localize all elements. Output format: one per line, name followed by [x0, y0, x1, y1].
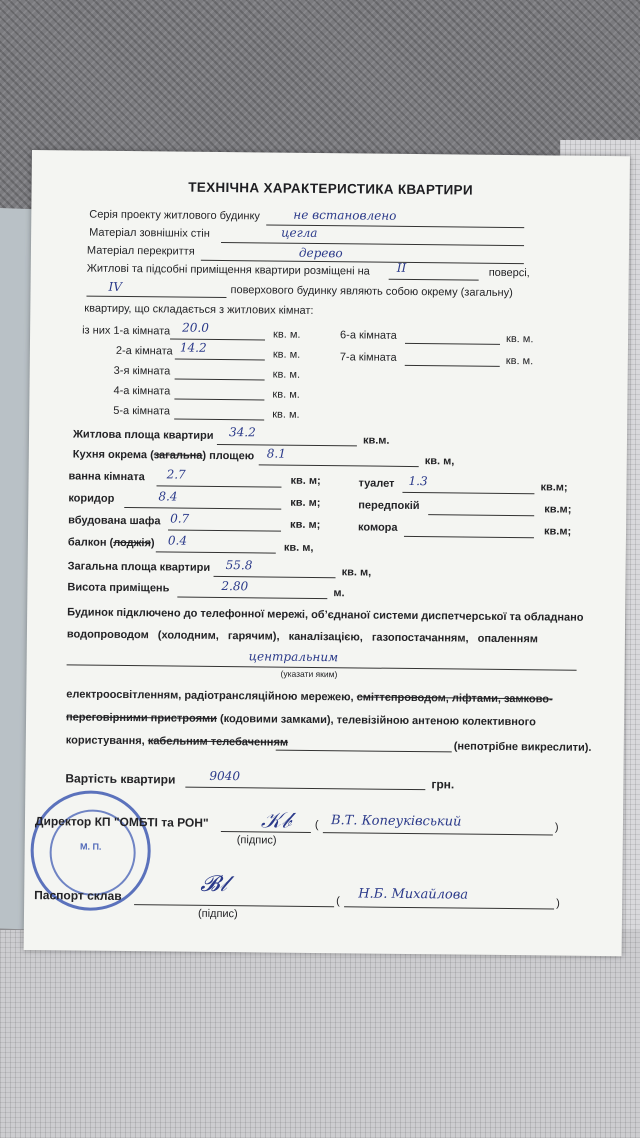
- document-title: ТЕХНІЧНА ХАРАКТЕРИСТИКА КВАРТИРИ: [188, 179, 473, 198]
- para1-line2: водопроводом (холодним, гарячим), каналізацією, газопостачанням, опаленням: [66, 628, 538, 646]
- kitchen-line: [259, 464, 419, 467]
- room-3-label: 3-я кімната: [113, 364, 171, 378]
- walls-line: [221, 242, 524, 246]
- passport-sign-line: [134, 904, 334, 907]
- hallway-unit: кв.м;: [544, 503, 572, 516]
- corridor-line: [124, 507, 281, 510]
- para2-line2: переговірними пристроями (кодовими замками), телевізійною антеною колективного: [65, 711, 536, 729]
- director-label: Директор КП "ОМБТІ та РОН": [34, 814, 209, 830]
- room-6-line: [405, 343, 500, 345]
- total-area-label: Загальна площа квартири: [67, 560, 211, 574]
- balcony-label: балкон (лоджія): [67, 536, 155, 550]
- room-2-unit: кв. м.: [272, 348, 301, 361]
- passport-paren-close: ): [556, 897, 560, 910]
- room-5-line: [174, 419, 264, 421]
- para1-line1: Будинок підключено до телефонної мережі, об’єднаної системи диспетчерської та обладнано: [67, 606, 584, 624]
- height-label: Висота приміщень: [67, 581, 170, 595]
- cost-unit: грн.: [431, 777, 455, 792]
- room-7-line: [405, 365, 500, 367]
- floor-value: ІІ: [396, 260, 407, 275]
- para2-line3: користування, кабельним телебаченням: [65, 734, 289, 749]
- toilet-value: 1.3: [408, 473, 428, 489]
- cost-value: 9040: [209, 768, 241, 784]
- director-name-line: [323, 832, 553, 835]
- storeroom-unit: кв.м;: [543, 525, 572, 538]
- director-paren-open: (: [314, 819, 319, 832]
- walls-value: цегла: [281, 225, 318, 240]
- hallway-line: [428, 514, 534, 516]
- wardrobe-label: вбудована шафа: [68, 514, 161, 528]
- kitchen-label: Кухня окрема (загальна) площею: [72, 448, 255, 463]
- room-5-unit: кв. м.: [272, 408, 300, 421]
- total-area-value: 55.8: [225, 558, 253, 573]
- bathroom-label: ванна кімната: [68, 470, 145, 484]
- room-1-unit: кв. м.: [273, 328, 301, 341]
- floor-line: [389, 279, 479, 281]
- apartment-text: квартиру, що складається з житлових кімнат:: [84, 302, 314, 317]
- kitchen-unit: кв. м,: [424, 455, 455, 468]
- para2-line: [276, 750, 452, 753]
- bathroom-line: [156, 485, 281, 487]
- balcony-value: 0.4: [167, 533, 188, 548]
- series-value: не встановлено: [293, 207, 397, 223]
- room-1-value: 20.0: [182, 320, 209, 335]
- background-blanket: [0, 930, 640, 1138]
- wardrobe-unit: кв. м;: [290, 518, 321, 532]
- living-area-value: 34.2: [228, 425, 256, 440]
- total-area-unit: кв. м,: [341, 566, 372, 579]
- room-1-label: із них 1-а кімната: [82, 324, 171, 338]
- storeroom-line: [404, 536, 534, 538]
- ceiling-value: дерево: [298, 245, 343, 261]
- cost-line: [185, 787, 425, 791]
- stamp-mp: М. П.: [79, 841, 102, 852]
- living-area-unit: кв.м.: [362, 434, 390, 447]
- building-floors-line: [86, 296, 226, 298]
- series-label: Серія проекту житлового будинку: [89, 208, 260, 223]
- para2-line1: електроосвітленням, радіотрансляційною мережею, сміттєпроводом, ліфтами, замково-: [66, 688, 553, 706]
- building-text: поверхового будинку являють собою окрему (загальну): [230, 284, 513, 300]
- balcony-unit: кв. м,: [283, 541, 314, 554]
- room-3-line: [175, 379, 265, 381]
- para2-line3-end: (непотрібне викреслити).: [453, 740, 592, 754]
- corridor-unit: кв. м;: [290, 496, 321, 510]
- building-floors-value: IV: [108, 279, 123, 294]
- room-3-unit: кв. м.: [272, 368, 301, 381]
- located-label: Житлові та підсобні приміщення квартири розміщені на: [86, 262, 370, 278]
- director-paren-close: ): [554, 821, 559, 834]
- living-area-line: [217, 444, 357, 446]
- height-value: 2.80: [221, 579, 249, 594]
- toilet-line: [402, 492, 534, 494]
- passport-label: Паспорт склав: [34, 888, 122, 903]
- room-7-unit: кв. м.: [505, 354, 534, 368]
- balcony-line: [156, 551, 276, 553]
- director-name: В.Т. Копеуківський: [330, 813, 462, 830]
- passport-sign-hint: (підпис): [197, 907, 238, 921]
- wardrobe-line: [168, 529, 281, 531]
- director-signature: 𝒦𝒷: [260, 808, 292, 834]
- director-sign-hint: (підпис): [236, 834, 277, 847]
- passport-signature: 𝓑𝓁: [200, 871, 228, 898]
- cost-label: Вартість квартири: [65, 771, 176, 787]
- bathroom-value: 2.7: [166, 467, 186, 482]
- room-5-label: 5-а кімната: [113, 404, 171, 418]
- room-2-line: [175, 359, 265, 361]
- height-line: [177, 597, 327, 600]
- heating-value: центральним: [248, 649, 339, 665]
- corridor-label: коридор: [68, 492, 115, 505]
- walls-label: Матеріал зовнішніх стін: [89, 226, 210, 240]
- hallway-label: передпокій: [358, 499, 420, 513]
- kitchen-value: 8.1: [266, 446, 287, 461]
- bathroom-unit: кв. м;: [290, 474, 321, 488]
- room-6-label: 6-а кімната: [340, 329, 397, 342]
- ceiling-label: Матеріал перекриття: [86, 244, 195, 258]
- heating-hint: (указати яким): [280, 668, 338, 680]
- room-2-label: 2-а кімната: [115, 344, 173, 358]
- storeroom-label: комора: [358, 521, 398, 534]
- total-area-line: [214, 576, 336, 578]
- room-7-label: 7-а кімната: [339, 351, 397, 364]
- room-4-label: 4-а кімната: [113, 384, 171, 398]
- height-unit: м.: [333, 587, 345, 600]
- room-4-line: [174, 399, 264, 401]
- toilet-label: туалет: [358, 477, 395, 490]
- passport-name: Н.Б. Михайлова: [358, 886, 469, 903]
- toilet-unit: кв.м;: [540, 481, 568, 494]
- corridor-value: 8.4: [158, 489, 178, 504]
- passport-name-line: [344, 906, 554, 909]
- passport-paren-open: (: [336, 895, 340, 908]
- document-sheet: [24, 150, 630, 956]
- room-4-unit: кв. м.: [272, 388, 300, 401]
- wardrobe-value: 0.7: [170, 511, 190, 526]
- living-area-label: Житлова площа квартири: [72, 428, 214, 442]
- room-6-unit: кв. м.: [505, 332, 534, 346]
- room-2-value: 14.2: [179, 340, 207, 355]
- floors-suffix: поверсі,: [488, 266, 530, 280]
